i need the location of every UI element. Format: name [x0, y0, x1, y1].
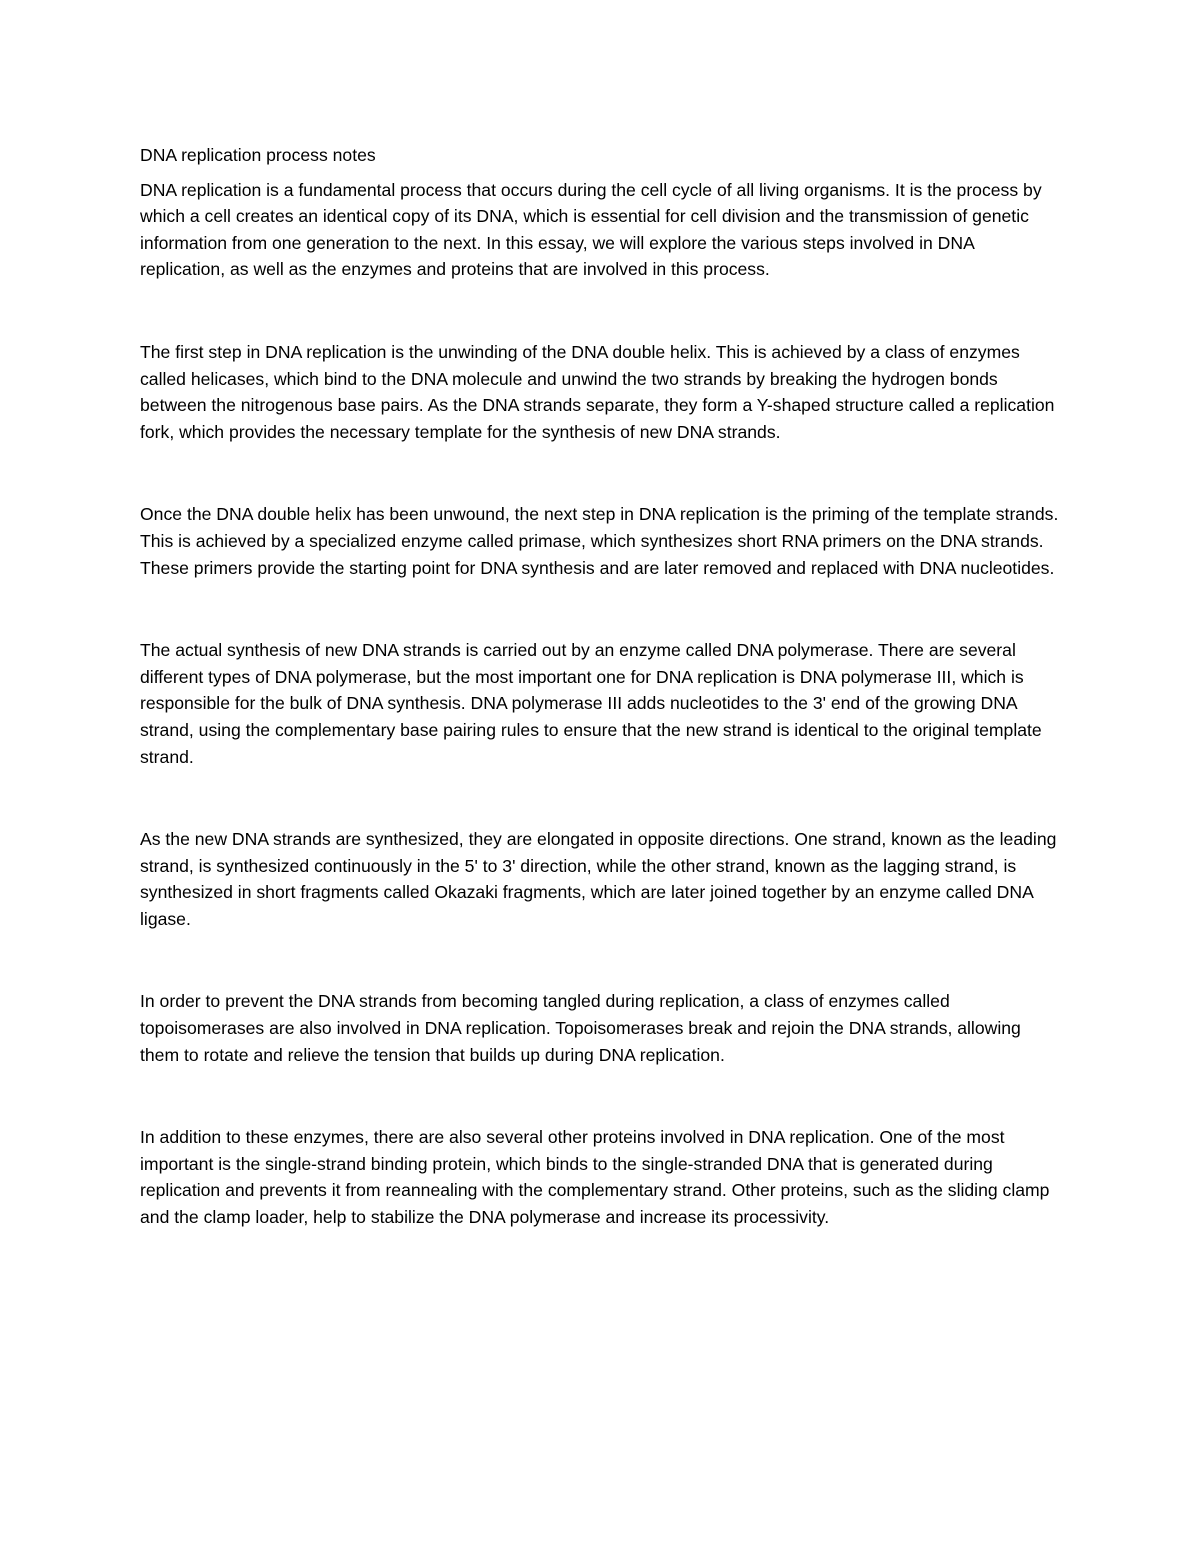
paragraph-synthesis: The actual synthesis of new DNA strands is carried out by an enzyme called DNA polymerase. There are several different types of DNA polymerase, but the most important one for DNA replication is DNA polymerase III, which is responsible for the bulk of DNA synthesis. DNA polymerase III adds nucleotides to the 3' end of the growing DNA strand, using the complementary base pairing rules to ensure that the new strand is identical to the original template strand.: [140, 640, 1042, 767]
paragraph-spacer: [140, 581, 1060, 637]
paragraph-spacer: [140, 1068, 1060, 1124]
document-body: [140, 142, 1060, 1231]
paragraph-spacer: [140, 770, 1060, 826]
paragraph-unwinding: The first step in DNA replication is the unwinding of the DNA double helix. This is achieved by a class of enzymes called helicases, which bind to the DNA molecule and unwind the two strands by breaking the hydrogen bonds between the nitrogenous base pairs. As the DNA strands separate, they form a Y-shaped structure called a replication fork, which provides the necessary template for the synthesis of new DNA strands.: [140, 341, 1055, 442]
paragraph-intro: DNA replication is a fundamental process that occurs during the cell cycle of all living organisms. It is the process by which a cell creates an identical copy of its DNA, which is essential for cell division and the transmission of genetic information from one generation to the next. In this essay, we will explore the various steps involved in DNA replication, as well as the enzymes and proteins that are involved in this process.: [140, 179, 1042, 280]
paragraph-topoisomerases: In order to prevent the DNA strands from becoming tangled during replication, a class of enzymes called topoisomerases are also involved in DNA replication. Topoisomerases break and rejoin the DNA strands, allowing them to rotate and relieve the tension that builds up during DNA replication.: [140, 991, 1021, 1065]
paragraph-spacer: [140, 932, 1060, 988]
paragraph-other-proteins: In addition to these enzymes, there are also several other proteins involved in DNA replication. One of the most important is the single-strand binding protein, which binds to the single-stranded DNA that is generated during replication and prevents it from reannealing with the complementary strand. Other proteins, such as the sliding clamp and the clamp loader, help to stabilize the DNA polymerase and increase its processivity.: [140, 1127, 1050, 1228]
paragraph-priming: Once the DNA double helix has been unwound, the next step in DNA replication is the priming of the template strands. This is achieved by a specialized enzyme called primase, which synthesizes short RNA primers on the DNA strands. These primers provide the starting point for DNA synthesis and are later removed and replaced with DNA nucleotides.: [140, 504, 1059, 578]
document-title: DNA replication process notes: [140, 145, 376, 165]
paragraph-elongation: As the new DNA strands are synthesized, they are elongated in opposite directions. One strand, known as the leading strand, is synthesized continuously in the 5' to 3' direction, while the other strand, known as the lagging strand, is synthesized in short fragments called Okazaki fragments, which are later joined together by an enzyme called DNA ligase.: [140, 829, 1057, 929]
paragraph-spacer: [140, 445, 1060, 501]
paragraph-spacer: [140, 283, 1060, 339]
